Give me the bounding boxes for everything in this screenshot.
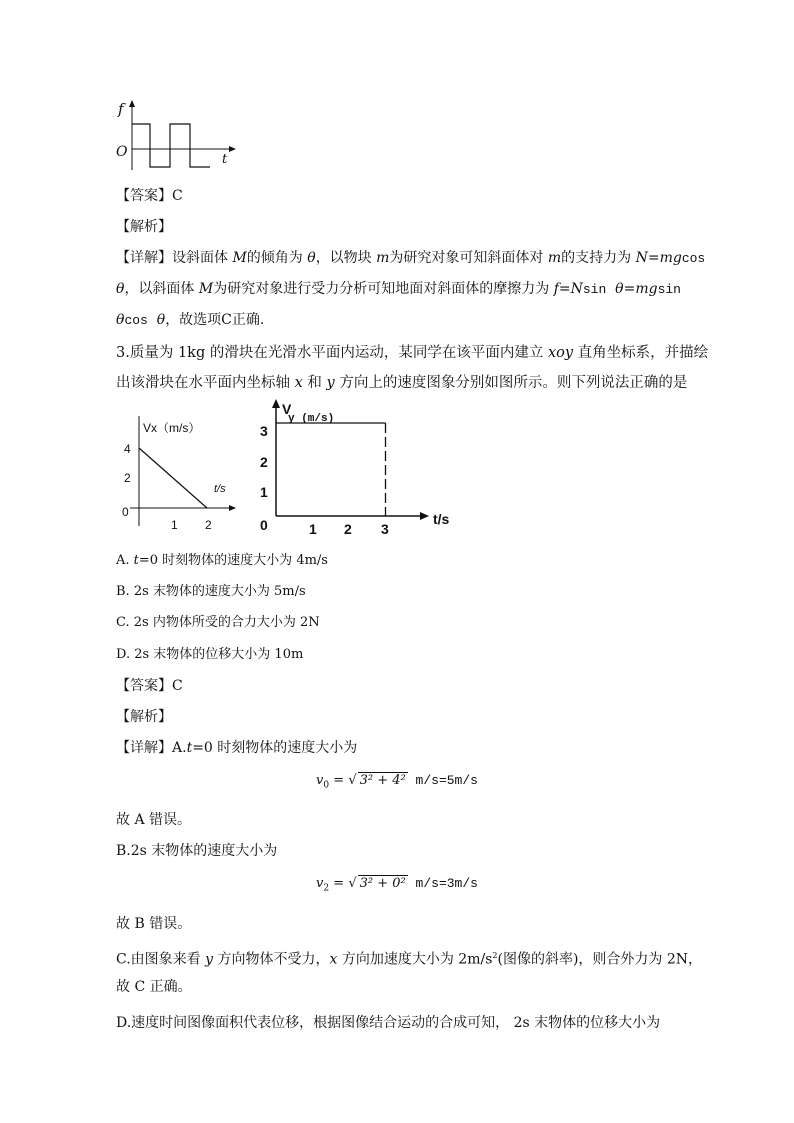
ft-y-label: f	[118, 100, 124, 118]
d1-N-eq: N=mg	[635, 250, 682, 266]
vy-x-arrow	[420, 512, 429, 520]
option-c: C. 2s 内物体所受的合力大小为 2N	[116, 615, 320, 630]
q3-text: 和	[302, 375, 327, 391]
vy-y-sublabel: y (m/s)	[288, 413, 335, 425]
d3-y: y	[205, 951, 214, 968]
vy-ytick: 0	[260, 517, 268, 533]
vy-xtick: 3	[381, 521, 389, 536]
ft-x-label: t	[222, 152, 228, 167]
d3-text: 方向加速度大小为 2m/s	[337, 951, 493, 968]
vx-series-line	[139, 448, 207, 508]
question-3-line-1	[116, 343, 708, 363]
opt-a-prefix: A.	[116, 553, 134, 568]
d1-eq-mg: =mg	[623, 281, 658, 297]
f2-radicand: 3² + 0²	[359, 876, 406, 891]
d1-sin: sin	[657, 282, 681, 297]
option-d: D. 2s 末物体的位移大小为 10m	[116, 647, 304, 662]
q3-text: 直角坐标系，并描绘	[573, 345, 709, 361]
detail-3-line-7: D.速度时间图像面积代表位移，根据图像结合运动的合成可知， 2s 末物体的位移大小为	[116, 1015, 661, 1031]
d1-m: m	[376, 250, 390, 266]
f2-sub: 2	[323, 883, 330, 894]
detail-1-line-2	[116, 279, 681, 300]
friction-time-graph	[112, 98, 242, 174]
answer-1: 【答案】C	[116, 188, 183, 204]
f2-tail: m/s=3m/s	[407, 876, 478, 891]
vx-y-label: Vx（m/s）	[143, 421, 201, 435]
q3-y: y	[326, 375, 335, 391]
d1-text: 【详解】设斜面体	[116, 250, 233, 266]
d3-text: (图像的斜率)，则合外力为 2N，	[497, 951, 703, 968]
vx-ytick: 2	[124, 471, 131, 485]
vx-ytick: 4	[124, 442, 131, 456]
d3-text: =0 时刻物体的速度大小为	[192, 740, 358, 756]
d1-theta: θ	[116, 281, 125, 297]
analysis-1: 【解析】	[116, 219, 172, 235]
vy-y-label: V	[282, 401, 292, 417]
formula-v2: $v_2$ = √ 3² + 0² m/s=3m/s	[316, 876, 478, 894]
vy-ytick: 1	[260, 484, 268, 500]
vy-xtick: 1	[309, 521, 317, 536]
d1-text: ，以斜面体	[124, 281, 199, 297]
vy-ytick: 2	[260, 454, 268, 470]
detail-3-line-3: B.2s 末物体的速度大小为	[116, 843, 278, 859]
d1-text: ，故选项C正确.	[165, 312, 265, 328]
f1-v: v	[316, 773, 324, 788]
d3-sup: 2	[492, 951, 498, 960]
analysis-3: 【解析】	[116, 709, 172, 725]
d3-prefix: 【详解】A.	[116, 740, 187, 756]
detail-1-line-1	[116, 248, 705, 269]
f1-radicand: 3² + 4²	[359, 773, 406, 788]
detail-3-line-5	[116, 946, 702, 970]
ft-y-arrow	[129, 100, 135, 107]
d3-text: 方向物体不受力，	[213, 951, 330, 968]
opt-a-t: t	[133, 553, 139, 568]
q3-text: 方向上的速度图象分别如图所示。则下列说法正确的是	[334, 375, 688, 391]
vx-ytick: 0	[122, 505, 129, 519]
detail-3-line-2: 故 A 错误。	[116, 812, 192, 828]
d1-text: 为研究对象进行受力分析可知地面对斜面体的摩擦力为	[213, 281, 554, 297]
formula-v0: $v_0$ = √ 3² + 4² m/s=5m/s	[316, 773, 478, 791]
d1-cos: cos	[124, 313, 148, 328]
vx-x-label: t/s	[214, 483, 226, 495]
f2-eq: =	[329, 876, 349, 891]
d1-theta: θ	[116, 312, 125, 328]
vy-ytick: 3	[260, 423, 268, 439]
f1-sub: 0	[323, 780, 330, 791]
d1-f-eq: f=N	[553, 281, 583, 297]
d3-t: t	[186, 740, 193, 756]
d1-cos: cos	[681, 251, 706, 266]
d1-m: m	[547, 250, 562, 266]
f1-tail: m/s=5m/s	[407, 773, 478, 788]
vy-y-arrow	[272, 399, 280, 408]
d1-theta: θ	[156, 312, 166, 328]
vx-xtick: 2	[205, 518, 212, 532]
d3-x: x	[329, 951, 338, 968]
d1-text: 为研究对象可知斜面体对	[389, 250, 548, 266]
d1-M: M	[198, 281, 214, 297]
q3-xoy: xoy	[547, 345, 574, 361]
d1-sin: sin	[582, 282, 607, 297]
vy-time-chart	[255, 396, 465, 536]
ft-origin: O	[116, 144, 128, 160]
vy-x-label: t/s	[433, 511, 450, 527]
d1-M: M	[232, 250, 247, 266]
detail-1-line-3	[116, 310, 264, 331]
vy-xtick: 2	[344, 521, 352, 536]
d1-theta: θ	[307, 250, 316, 266]
answer-3: 【答案】C	[116, 678, 183, 694]
d1-text: ，以物块	[315, 250, 377, 266]
d1-text: 的支持力为	[561, 250, 636, 266]
q3-x: x	[294, 375, 303, 391]
f2-v: v	[316, 876, 324, 891]
option-a	[116, 551, 328, 571]
q3-text: 3.质量为 1kg 的滑块在光滑水平面内运动，某同学在该平面内建立	[116, 345, 548, 361]
d3-text: C.由图象来看	[116, 951, 206, 968]
detail-3-line-6: 故 C 正确。	[116, 979, 192, 995]
detail-3-line-1	[116, 738, 357, 758]
vx-x-arrow	[229, 505, 236, 511]
d1-text: 的倾角为	[246, 250, 308, 266]
q3-text: 出该滑块在水平面内坐标轴	[116, 375, 295, 391]
vx-xtick: 1	[171, 518, 178, 532]
option-b: B. 2s 末物体的速度大小为 5m/s	[116, 584, 306, 599]
f1-eq: =	[329, 773, 349, 788]
opt-a-text: =0 时刻物体的速度大小为 4m/s	[138, 553, 328, 568]
detail-3-line-4: 故 B 错误。	[116, 916, 192, 932]
ft-square-wave	[132, 124, 210, 167]
question-3-line-2	[116, 373, 687, 393]
ft-x-arrow	[229, 146, 236, 152]
vx-time-chart	[110, 410, 240, 536]
d1-theta: θ	[615, 281, 624, 297]
